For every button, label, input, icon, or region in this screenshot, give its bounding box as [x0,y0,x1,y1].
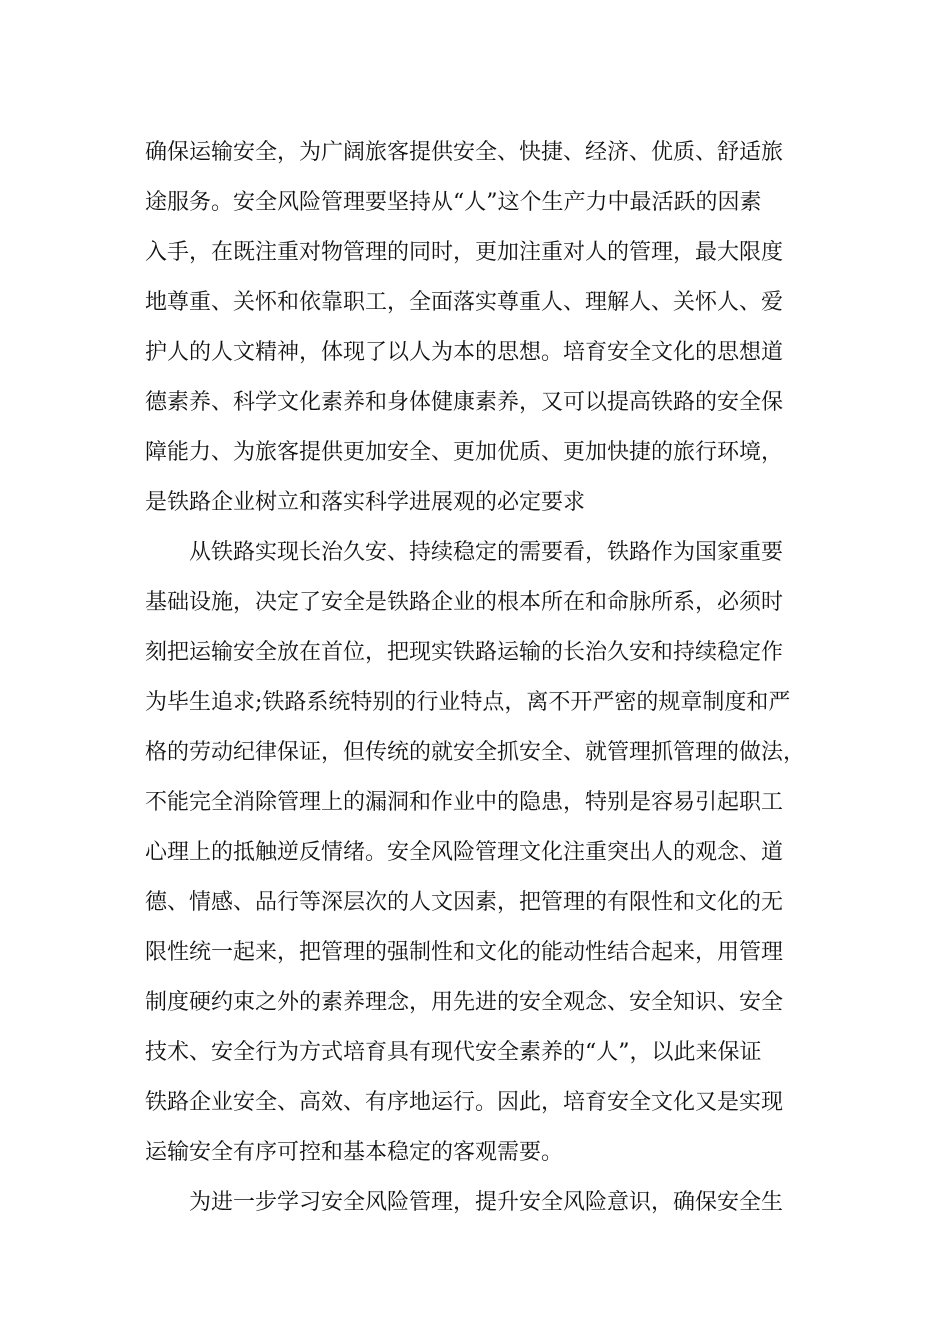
text-line: 刻把运输安全放在首位，把现实铁路运输的长治久安和持续稳定作 [145,640,784,665]
text-line: 德素养、科学文化素养和身体健康素养，又可以提高铁路的安全保 [145,390,784,415]
text-line: 运输安全有序可控和基本稳定的客观需要。 [145,1140,564,1165]
text-line: 心理上的抵触逆反情绪。安全风险管理文化注重突出人的观念、道 [145,840,784,865]
text-line: 限性统一起来，把管理的强制性和文化的能动性结合起来，用管理 [145,940,784,965]
text-line: 基础设施，决定了安全是铁路企业的根本所在和命脉所系，必须时 [145,590,784,615]
text-line: 格的劳动纪律保证，但传统的就安全抓安全、就管理抓管理的做法， [145,740,806,765]
text-line: 铁路企业安全、高效、有序地运行。因此，培育安全文化又是实现 [145,1090,784,1115]
text-line: 障能力、为旅客提供更加安全、更加优质、更加快捷的旅行环境， [145,440,784,465]
text-line: 是铁路企业树立和落实科学进展观的必定要求 [145,490,586,515]
text-line: 确保运输安全，为广阔旅客提供安全、快捷、经济、优质、舒适旅 [145,140,784,165]
text-line: 入手，在既注重对物管理的同时，更加注重对人的管理，最大限度 [145,240,784,265]
text-line: 制度硬约束之外的素养理念，用先进的安全观念、安全知识、安全 [145,990,784,1015]
text-line: 不能完全消除管理上的漏洞和作业中的隐患，特别是容易引起职工 [145,790,784,815]
text-line: 为毕生追求;铁路系统特别的行业特点，离不开严密的规章制度和严 [145,690,791,715]
paragraph-first-line: 为进一步学习安全风险管理，提升安全风险意识，确保安全生 [189,1190,784,1215]
text-line: 德、情感、品行等深层次的人文因素，把管理的有限性和文化的无 [145,890,784,915]
text-line: 地尊重、关怀和依靠职工，全面落实尊重人、理解人、关怀人、爱 [145,290,784,315]
paragraph-first-line: 从铁路实现长治久安、持续稳定的需要看，铁路作为国家重要 [189,540,784,565]
body-text [145,131,825,1231]
text-line: 护人的人文精神，体现了以人为本的思想。培育安全文化的思想道 [145,340,784,365]
text-line: 技术、安全行为方式培育具有现代安全素养的“人”，以此来保证 [145,1040,762,1065]
text-line: 途服务。安全风险管理要坚持从“人”这个生产力中最活跃的因素 [145,190,762,215]
